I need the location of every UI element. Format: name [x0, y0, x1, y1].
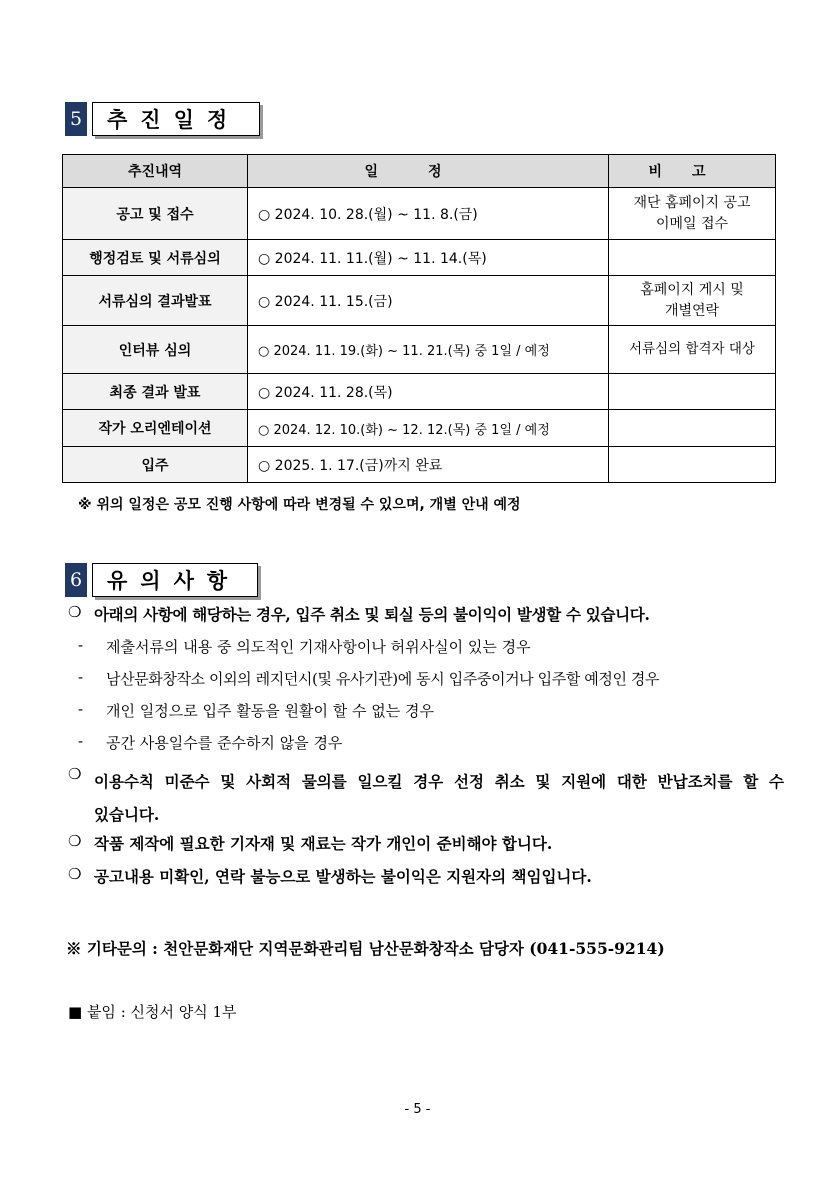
notice-subtext: 공간 사용일수를 준수하지 않을 경우: [106, 734, 343, 752]
row-date: ○ 2025. 1. 17.(금)까지 완료: [248, 447, 609, 483]
table-row: [63, 374, 776, 410]
table-row: [63, 447, 776, 483]
notice-subitem: [68, 700, 788, 732]
notice-text: 아래의 사항에 해당하는 경우, 입주 취소 및 퇴실 등의 불이익이 발생할 수 있습니다.: [94, 605, 650, 624]
row-item: 행정검토 및 서류심의: [63, 240, 248, 276]
table-header-row: [63, 155, 776, 188]
circle-bullet-icon: ❍: [68, 832, 82, 850]
dash-bullet-icon: -: [78, 636, 84, 654]
circle-bullet-icon: ❍: [68, 865, 82, 883]
row-item: 공고 및 접수: [63, 188, 248, 240]
contact-info: ※ 기타문의 : 천안문화재단 지역문화관리팀 남산문화창작소 담당자 (041-555-9214): [66, 939, 665, 958]
notice-subitem: [68, 668, 788, 700]
row-note: [609, 240, 776, 276]
notice-text: 이용수칙 미준수 및 사회적 물의를 일으킬 경우 선정 취소 및 지원에 대한 반납조치를 할 수 있습니다.: [94, 772, 784, 824]
table-row: [63, 276, 776, 326]
notice-subitem: [68, 636, 788, 668]
table-row: [63, 326, 776, 374]
circle-bullet-icon: ❍: [68, 765, 82, 783]
header-date: 일정: [248, 155, 609, 188]
schedule-note: ※ 위의 일정은 공모 진행 사항에 따라 변경될 수 있으며, 개별 안내 예정: [78, 497, 521, 513]
notice-text: 작품 제작에 필요한 기자재 및 재료는 작가 개인이 준비해야 합니다.: [94, 834, 553, 853]
notice-subitem: [68, 732, 788, 765]
row-date: ○ 2024. 11. 11.(월) ~ 11. 14.(목): [248, 240, 609, 276]
section-6-header: [65, 562, 258, 598]
schedule-table: [62, 154, 776, 483]
notice-subtext: 남산문화창작소 이외의 레지던시(및 유사기관)에 동시 입주중이거나 입주할 예정인 경우: [106, 670, 660, 688]
attachment-note: ■ 붙임 : 신청서 양식 1부: [68, 1003, 237, 1021]
row-note: 서류심의 합격자 대상: [609, 326, 776, 374]
notice-item: [68, 865, 788, 898]
notice-item: [68, 765, 788, 832]
section-number: 6: [65, 563, 87, 597]
row-date: ○ 2024. 11. 15.(금): [248, 276, 609, 326]
notice-text: 공고내용 미확인, 연락 불능으로 발생하는 불이익은 지원자의 책임입니다.: [94, 867, 592, 886]
page-number: - 5 -: [404, 1102, 431, 1117]
notice-subtext: 제출서류의 내용 중 의도적인 기재사항이나 허위사실이 있는 경우: [106, 638, 531, 656]
notice-item: [68, 832, 788, 865]
row-item: 최종 결과 발표: [63, 374, 248, 410]
row-date: ○ 2024. 10. 28.(월) ~ 11. 8.(금): [248, 188, 609, 240]
row-note: [609, 374, 776, 410]
row-item: 작가 오리엔테이션: [63, 410, 248, 447]
row-date: ○ 2024. 11. 19.(화) ~ 11. 21.(목) 중 1일 / 예정: [248, 326, 609, 374]
table-row: [63, 188, 776, 240]
row-item: 인터뷰 심의: [63, 326, 248, 374]
notice-item: [68, 603, 788, 636]
section-title: 유의사항: [92, 563, 258, 597]
section-5-header: [65, 101, 260, 137]
notice-subtext: 개인 일정으로 입주 활동을 원활이 할 수 없는 경우: [106, 702, 434, 720]
row-note: [609, 410, 776, 447]
header-note: 비고: [609, 155, 776, 188]
section-title: 추진일정: [92, 102, 260, 136]
notice-list: [68, 603, 788, 898]
dash-bullet-icon: -: [78, 732, 84, 750]
header-item: 추진내역: [63, 155, 248, 188]
row-note: 재단 홈페이지 공고 이메일 접수: [609, 188, 776, 240]
dash-bullet-icon: -: [78, 668, 84, 686]
table-row: [63, 240, 776, 276]
table-row: [63, 410, 776, 447]
row-note: [609, 447, 776, 483]
row-note: 홈페이지 게시 및 개별연락: [609, 276, 776, 326]
section-number: 5: [65, 102, 87, 136]
row-date: ○ 2024. 12. 10.(화) ~ 12. 12.(목) 중 1일 / 예정: [248, 410, 609, 447]
row-item: 서류심의 결과발표: [63, 276, 248, 326]
circle-bullet-icon: ❍: [68, 603, 82, 621]
dash-bullet-icon: -: [78, 700, 84, 718]
row-date: ○ 2024. 11. 28.(목): [248, 374, 609, 410]
row-item: 입주: [63, 447, 248, 483]
